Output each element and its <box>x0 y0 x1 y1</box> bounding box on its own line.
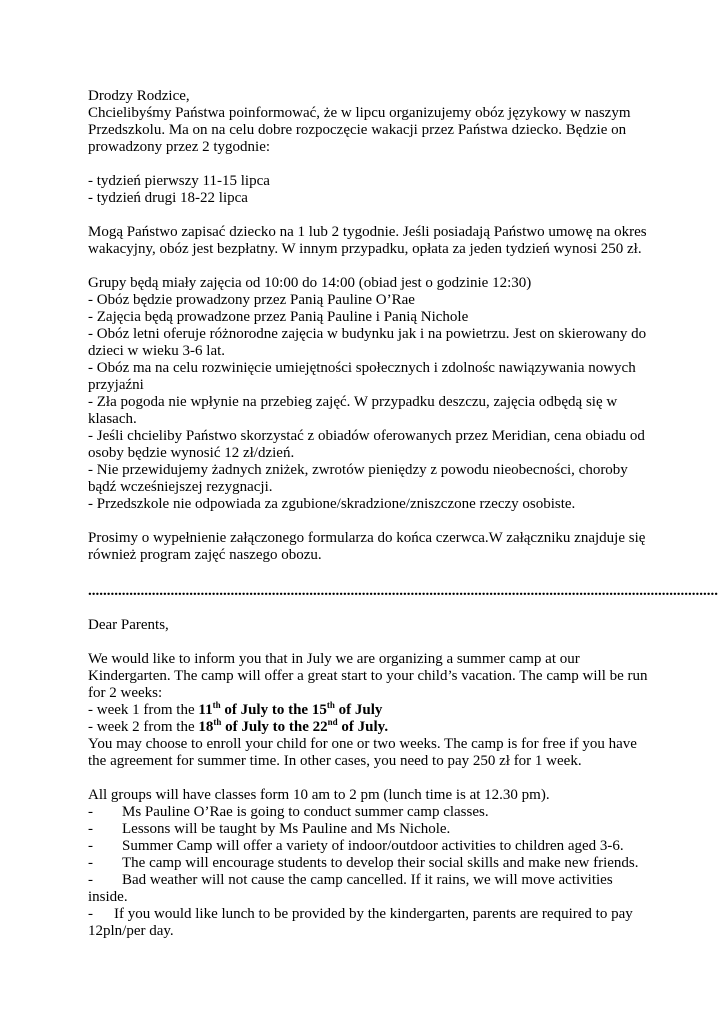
week-1-start-day: 11 <box>198 702 213 718</box>
polish-bullet: - Przedszkole nie odpowiada za zgubione/skradzione/zniszczone rzeczy osobiste. <box>88 496 576 512</box>
week-2-mid: of July to the <box>221 719 313 735</box>
english-bullet <box>88 821 648 838</box>
polish-bullet: - Obóz ma na celu rozwinięcie umiejętności społecznych i zdolnośc nawiązywania nowych przyjaźni <box>88 360 636 393</box>
section-separator: ........................................................................................................................................................................ <box>88 583 718 599</box>
english-bullet <box>88 804 648 821</box>
week-1-end-day: 15 <box>311 702 327 718</box>
letter-page <box>88 88 718 940</box>
week-1-start-suffix: th <box>212 700 221 710</box>
week-1-mid: of July to the <box>220 702 312 718</box>
english-enroll-paragraph: You may choose to enroll your child for one or two weeks. The camp is for free if you have the agreement for summer time. In other cases, you need to pay 250 zł for 1 week. <box>88 736 637 769</box>
english-week-2 <box>88 719 648 736</box>
week-2-end: of July. <box>337 719 389 735</box>
polish-greeting: Drodzy Rodzice, <box>88 88 190 104</box>
polish-week-1: - tydzień pierwszy 11-15 lipca <box>88 173 270 189</box>
polish-bullet: - Nie przewidujemy żadnych zniżek, zwrotów pieniędzy z powodu nieobecności, choroby bądź wcześniejszej rezygnacji. <box>88 462 628 495</box>
polish-week-2: - tydzień drugi 18-22 lipca <box>88 190 248 206</box>
english-bullet <box>88 838 648 855</box>
english-bullet <box>88 855 648 872</box>
polish-bullet: - Jeśli chcieliby Państwo skorzystać z obiadów oferowanych przez Meridian, cena obiadu od osoby będzie wynosić 12 zł/dzień. <box>88 428 645 461</box>
english-intro: We would like to inform you that in July we are organizing a summer camp at our Kindergarten. The camp will offer a great start to your child’s vacation. The camp will be run for 2 weeks: <box>88 651 648 701</box>
week-2-end-day: 22 <box>312 719 328 735</box>
polish-enroll-paragraph: Mogą Państwo zapisać dziecko na 1 lub 2 tygodnie. Jeśli posiadają Państwo umowę na okres wakacyjny, obóz jest bezpłatny. W innym przypadku, opłata za jeden tydzień wynosi 250 zł. <box>88 224 647 257</box>
bullet-text: Summer Camp will offer a variety of indoor/outdoor activities to children aged 3-6. <box>122 838 624 854</box>
polish-schedule: Grupy będą miały zajęcia od 10:00 do 14:00 (obiad jest o godzinie 12:30) <box>88 275 532 291</box>
english-lunch-bullet <box>88 906 648 940</box>
bullet-dash: - <box>88 872 93 888</box>
polish-bullet: - Zła pogoda nie wpłynie na przebieg zajęć. W przypadku deszczu, zajęcia odbędą się w klasach. <box>88 394 618 427</box>
week-1-prefix: - week 1 from the <box>88 702 199 718</box>
bullet-text: If you would like lunch to be provided by the kindergarten, parents are required to pay 12pln/per day. <box>88 906 633 939</box>
week-2-end-suffix: nd <box>327 717 338 727</box>
bullet-text: Bad weather will not cause the camp cancelled. If it rains, we will move activities inside. <box>88 872 613 905</box>
english-schedule: All groups will have classes form 10 am to 2 pm (lunch time is at 12.30 pm). <box>88 787 550 803</box>
bullet-dash: - <box>88 906 93 922</box>
polish-bullet: - Obóz letni oferuje różnorodne zajęcia w budynku jak i na powietrzu. Jest on skierowany do dzieci w wieku 3-6 lat. <box>88 326 647 359</box>
bullet-text: The camp will encourage students to develop their social skills and make new friends. <box>122 855 639 871</box>
bullet-dash: - <box>88 821 93 837</box>
polish-bullet: - Obóz będzie prowadzony przez Panią Pauline O’Rae <box>88 292 415 308</box>
bullet-dash: - <box>88 838 93 854</box>
english-greeting: Dear Parents, <box>88 617 169 633</box>
bullet-dash: - <box>88 855 93 871</box>
english-week-1 <box>88 702 648 719</box>
polish-closing: Prosimy o wypełnienie załączonego formularza do końca czerwca.W załączniku znajduje się również program zajęć naszego obozu. <box>88 530 646 563</box>
week-1-end-suffix: th <box>326 700 335 710</box>
week-1-end: of July <box>334 702 383 718</box>
week-2-start-suffix: th <box>213 717 222 727</box>
week-2-start-day: 18 <box>198 719 214 735</box>
bullet-text: Ms Pauline O’Rae is going to conduct summer camp classes. <box>122 804 489 820</box>
week-2-prefix: - week 2 from the <box>88 719 199 735</box>
polish-bullet: - Zajęcia będą prowadzone przez Panią Pauline i Panią Nichole <box>88 309 469 325</box>
english-bullet <box>88 872 648 906</box>
bullet-text: Lessons will be taught by Ms Pauline and Ms Nichole. <box>122 821 451 837</box>
bullet-dash: - <box>88 804 93 820</box>
polish-intro: Chcielibyśmy Państwa poinformować, że w lipcu organizujemy obóz językowy w naszym Przedszkolu. Ma on na celu dobre rozpoczęcie wakacji przez Państwa dziecko. Będzie on prowadzony przez 2 tygodnie: <box>88 105 631 155</box>
